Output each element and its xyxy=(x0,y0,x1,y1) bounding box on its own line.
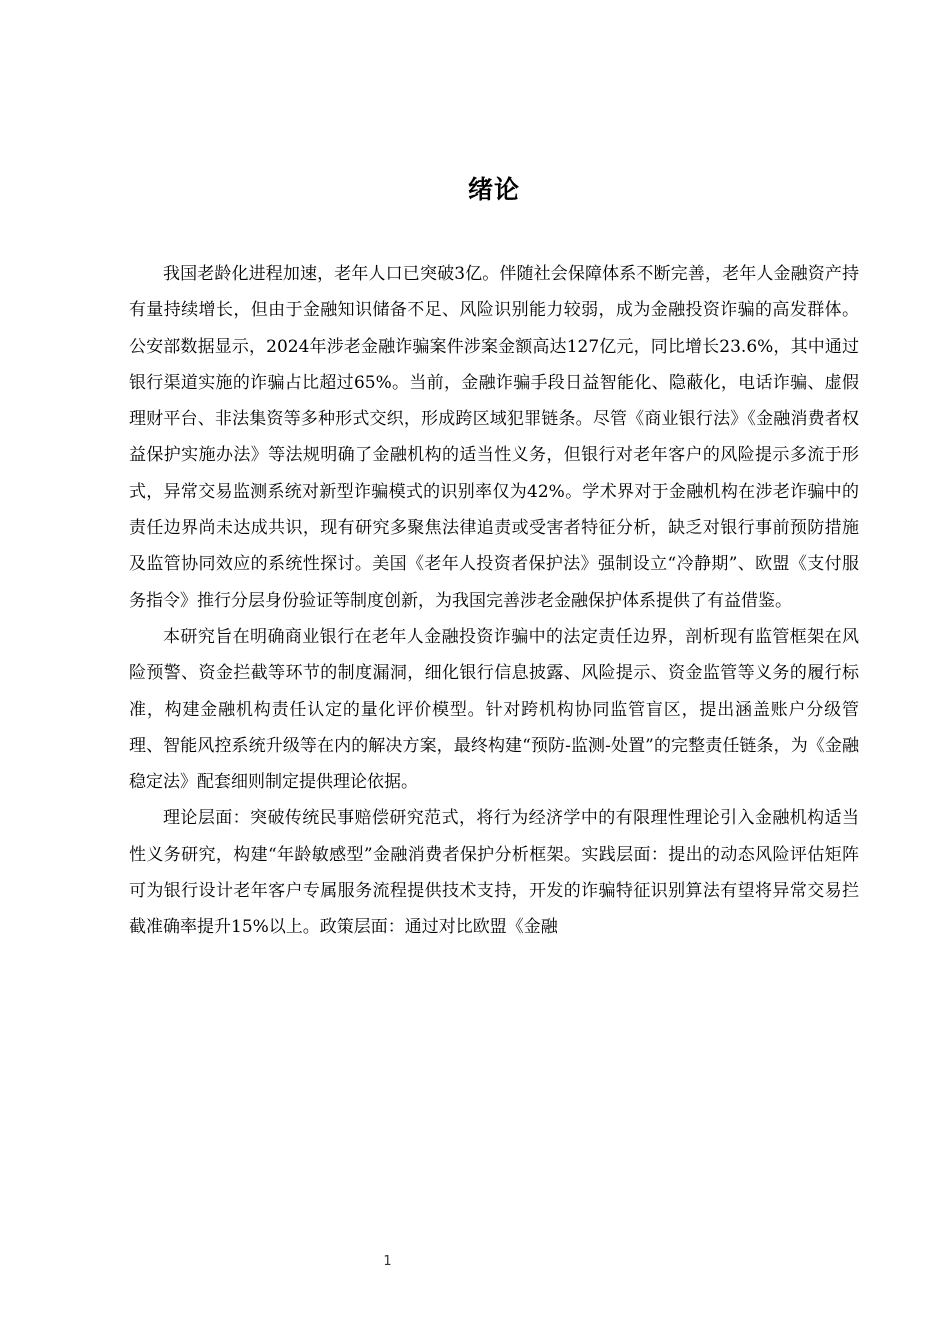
body-text xyxy=(129,256,859,946)
paragraph-objectives: 本研究旨在明确商业银行在老年人金融投资诈骗中的法定责任边界，剖析现有监管框架在风险预警、资金拦截等环节的制度漏洞，细化银行信息披露、风险提示、资金监管等义务的履行标准，构建金融机构责任认定的量化评价模型。针对跨机构协同监管盲区，提出涵盖账户分级管理、智能风控系统升级等在内的解决方案，最终构建“预防-监测-处置”的完整责任链条，为《金融稳定法》配套细则制定提供理论依据。 xyxy=(129,626,859,793)
chapter-title: 绪论 xyxy=(467,175,520,204)
paragraph-background: 我国老龄化进程加速，老年人口已突破3亿。伴随社会保障体系不断完善，老年人金融资产持有量持续增长，但由于金融知识储备不足、风险识别能力较弱，成为金融投资诈骗的高发群体。公安部数据显示，2024年涉老金融诈骗案件涉案金额高达127亿元，同比增长23.6%，其中通过银行渠道实施的诈骗占比超过65%。当前，金融诈骗手段日益智能化、隐蔽化，电话诈骗、虚假理财平台、非法集资等多种形式交织，形成跨区域犯罪链条。尽管《商业银行法》《金融消费者权益保护实施办法》等法规明确了金融机构的适当性义务，但银行对老年客户的风险提示多流于形式，异常交易监测系统对新型诈骗模式的识别率仅为42%。学术界对于金融机构在涉老诈骗中的责任边界尚未达成共识，现有研究多聚焦法律追责或受害者特征分析，缺乏对银行事前预防措施及监管协同效应的系统性探讨。美国《老年人投资者保护法》强制设立“冷静期”、欧盟《支付服务指令》推行分层身份验证等制度创新，为我国完善涉老金融保护体系提供了有益借鉴。 xyxy=(129,264,859,611)
paragraph-significance: 理论层面：突破传统民事赔偿研究范式，将行为经济学中的有限理性理论引入金融机构适当性义务研究，构建“年龄敏感型”金融消费者保护分析框架。实践层面：提出的动态风险评估矩阵可为银行设计老年客户专属服务流程提供技术支持，开发的诈骗特征识别算法有望将异常交易拦截准确率提升15%以上。政策层面：通过对比欧盟《金融 xyxy=(129,808,859,938)
page-number: 1 xyxy=(383,1254,392,1269)
